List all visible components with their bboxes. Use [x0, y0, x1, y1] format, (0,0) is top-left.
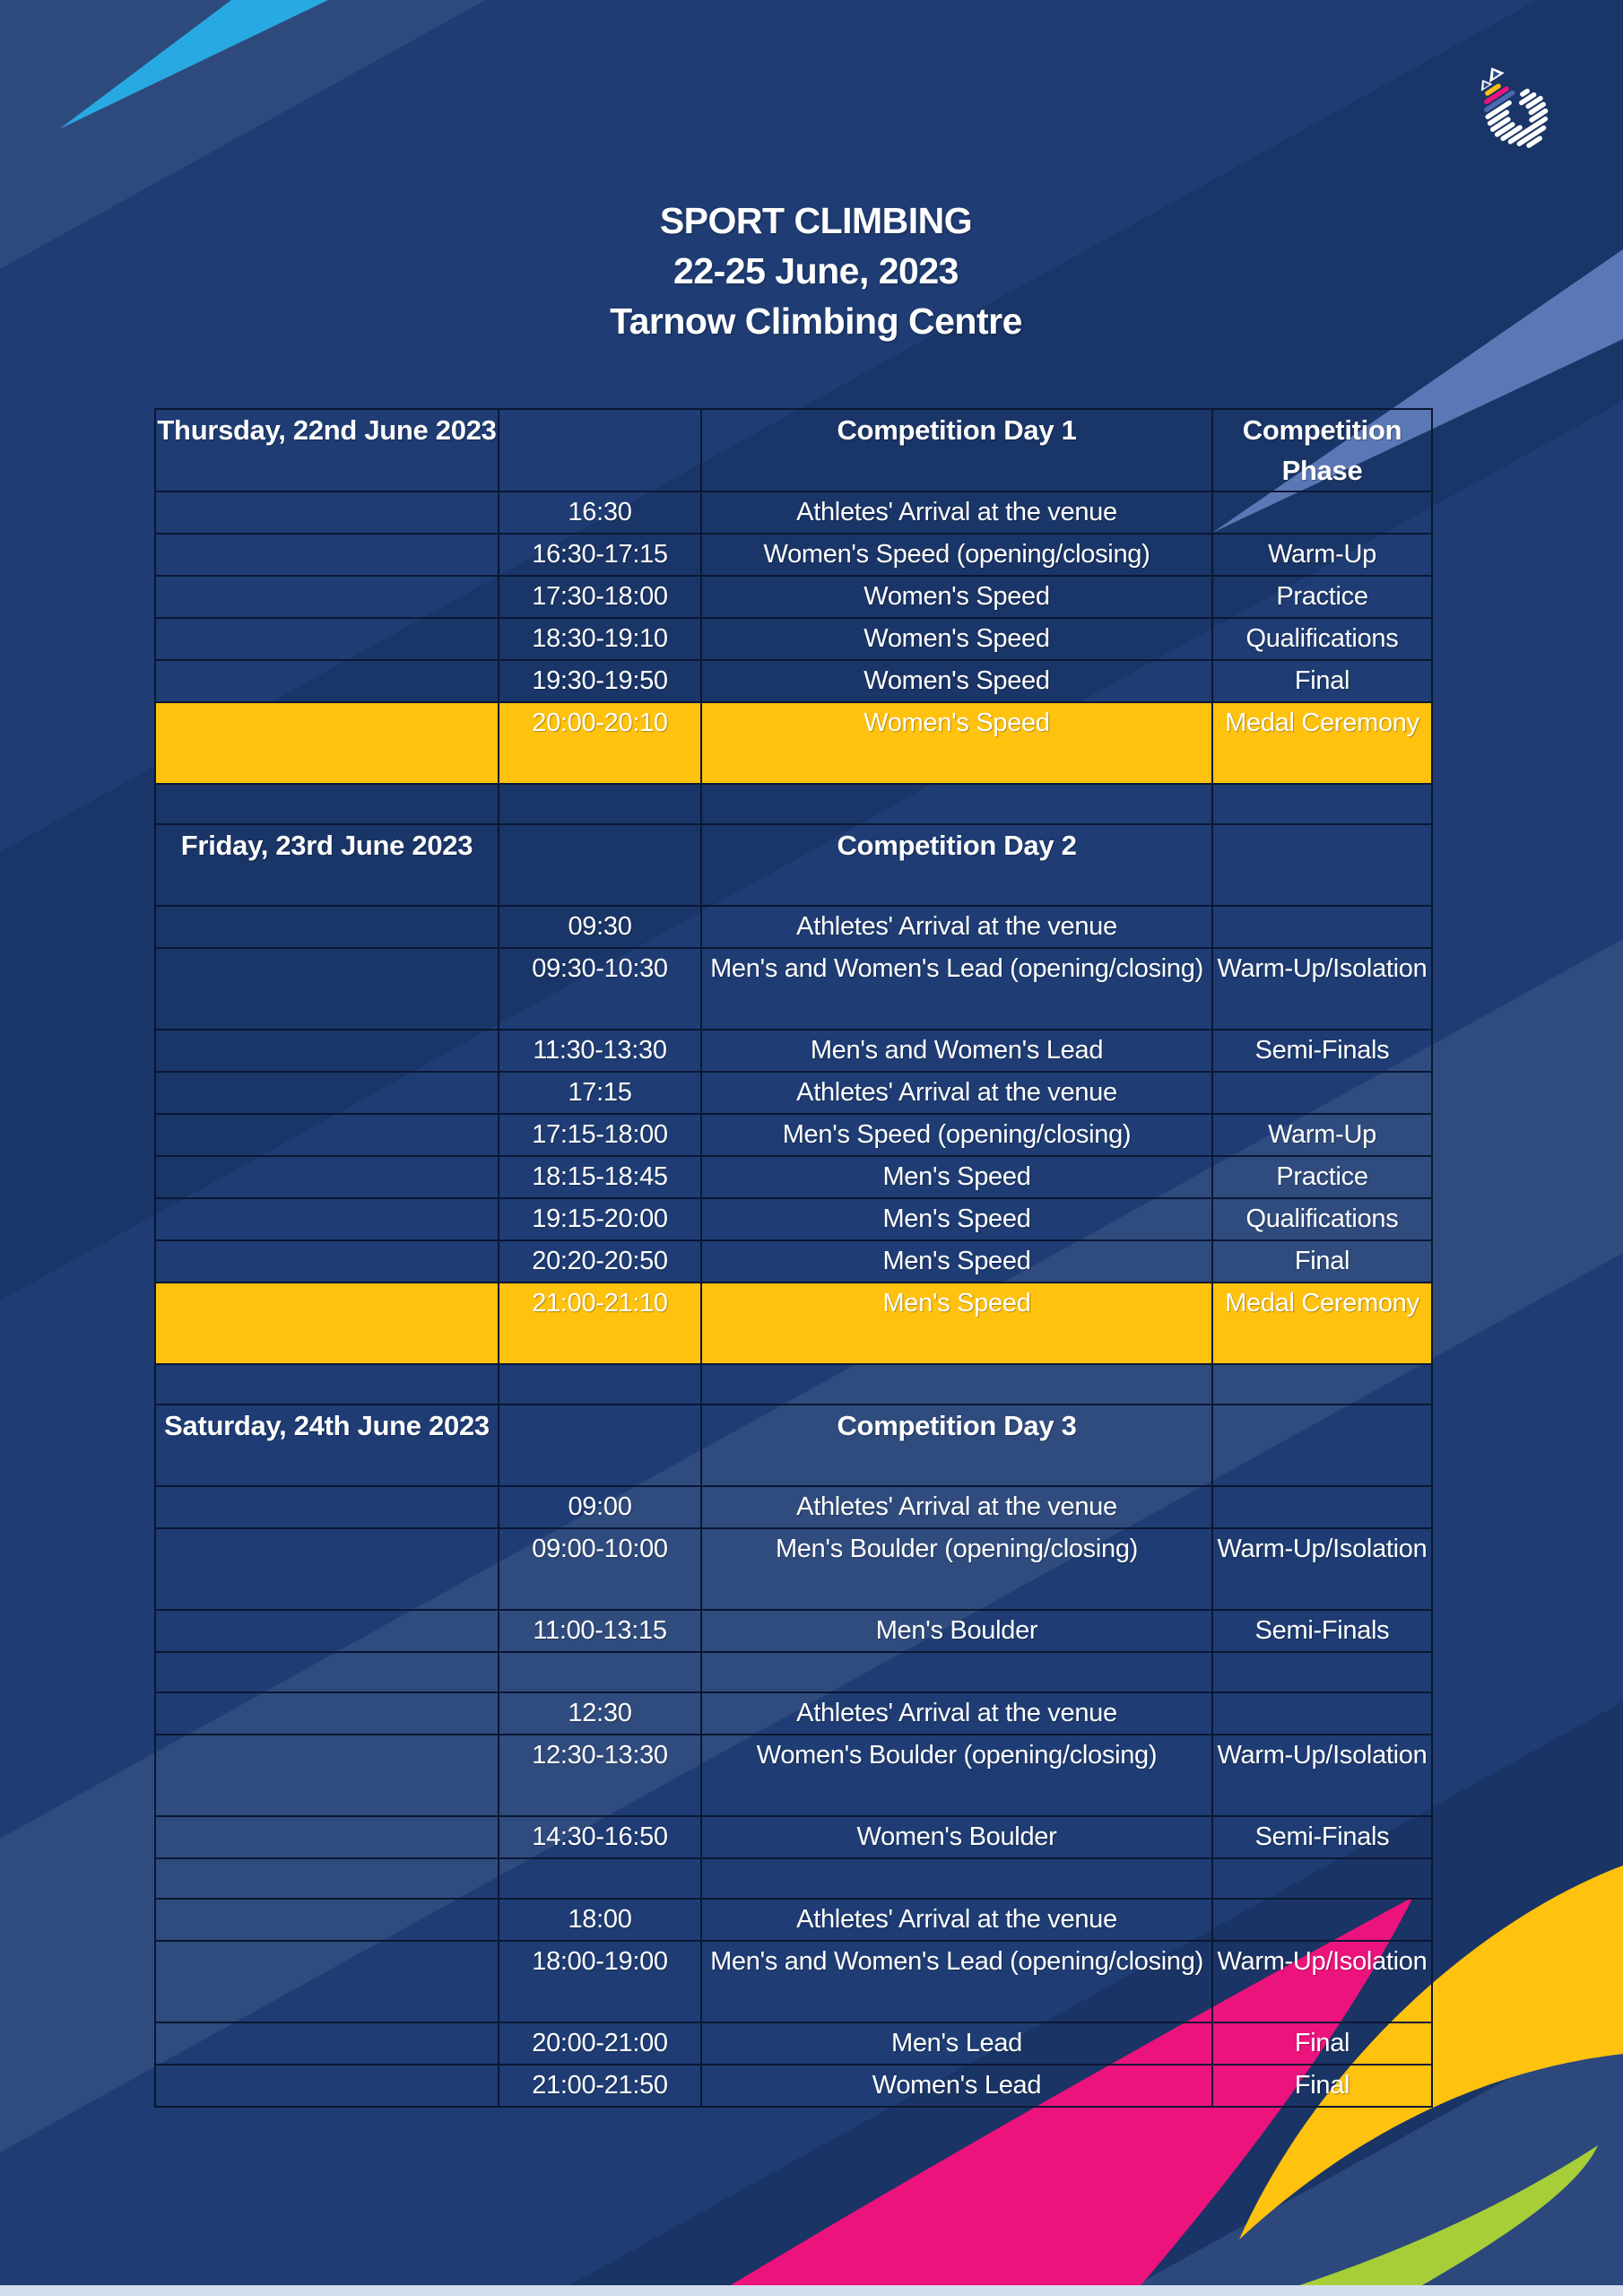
cell-event: Athletes' Arrival at the venue — [701, 906, 1212, 948]
cell-phase: Medal Ceremony — [1212, 702, 1432, 784]
logo-stripes — [1480, 56, 1562, 161]
cell-event: Men's and Women's Lead (opening/closing) — [701, 1941, 1212, 2022]
cell-time: 18:00-19:00 — [499, 1941, 701, 2022]
bottom-edge-strip — [0, 2285, 1623, 2296]
cell-date — [155, 906, 499, 948]
cell-phase-header — [1212, 824, 1432, 906]
cell-event: Athletes' Arrival at the venue — [701, 1072, 1212, 1114]
cell-phase: Semi-Finals — [1212, 1816, 1432, 1858]
title-line-dates: 22-25 June, 2023 — [673, 250, 959, 291]
cell-phase: Warm-Up/Isolation — [1212, 1528, 1432, 1610]
cell-phase: Practice — [1212, 1156, 1432, 1198]
cell-time: 12:30-13:30 — [499, 1735, 701, 1816]
schedule-row — [155, 1735, 1432, 1816]
cell-date-header: Thursday, 22nd June 2023 — [155, 409, 499, 491]
cell-event — [701, 784, 1212, 824]
cell-date — [155, 1240, 499, 1283]
cell-date — [155, 1858, 499, 1899]
cell-phase — [1212, 491, 1432, 534]
schedule-row — [155, 1610, 1432, 1652]
cell-event: Athletes' Arrival at the venue — [701, 1899, 1212, 1941]
cell-date — [155, 1941, 499, 2022]
cell-date — [155, 1486, 499, 1528]
schedule-row — [155, 1030, 1432, 1072]
cell-time: 18:30-19:10 — [499, 618, 701, 660]
cell-date — [155, 948, 499, 1030]
cell-time — [499, 1652, 701, 1692]
cell-phase — [1212, 1858, 1432, 1899]
cell-date — [155, 1072, 499, 1114]
cell-event: Women's Lead — [701, 2065, 1212, 2107]
cell-date — [155, 1364, 499, 1405]
schedule-row — [155, 1072, 1432, 1114]
cell-date — [155, 1198, 499, 1240]
cell-time: 09:00 — [499, 1486, 701, 1528]
cell-time: 20:20-20:50 — [499, 1240, 701, 1283]
cell-phase — [1212, 906, 1432, 948]
cell-date — [155, 534, 499, 576]
cell-event: Men's Speed — [701, 1156, 1212, 1198]
cell-date — [155, 618, 499, 660]
cell-event-header: Competition Day 3 — [701, 1405, 1212, 1486]
cell-time: 09:00-10:00 — [499, 1528, 701, 1610]
schedule-row — [155, 2065, 1432, 2107]
cell-phase: Final — [1212, 1240, 1432, 1283]
schedule-row — [155, 1816, 1432, 1858]
cell-date — [155, 1114, 499, 1156]
schedule-row — [155, 906, 1432, 948]
cell-date — [155, 1283, 499, 1364]
cell-event — [701, 1364, 1212, 1405]
cell-date — [155, 491, 499, 534]
cell-date-header: Friday, 23rd June 2023 — [155, 824, 499, 906]
schedule-row — [155, 1528, 1432, 1610]
cell-date — [155, 2065, 499, 2107]
cell-event: Women's Boulder (opening/closing) — [701, 1735, 1212, 1816]
cell-phase — [1212, 1899, 1432, 1941]
cell-event: Women's Speed — [701, 576, 1212, 618]
cell-event: Men's Speed — [701, 1240, 1212, 1283]
cell-time-header — [499, 409, 701, 491]
schedule-table — [154, 408, 1433, 2108]
cell-time: 17:30-18:00 — [499, 576, 701, 618]
schedule-row — [155, 618, 1432, 660]
day-header-row — [155, 824, 1432, 906]
cell-time: 16:30 — [499, 491, 701, 534]
cell-event: Men's Speed — [701, 1198, 1212, 1240]
cell-time: 14:30-16:50 — [499, 1816, 701, 1858]
cell-phase: Qualifications — [1212, 618, 1432, 660]
cell-date-header: Saturday, 24th June 2023 — [155, 1405, 499, 1486]
cell-time — [499, 1364, 701, 1405]
cell-event: Men's Boulder — [701, 1610, 1212, 1652]
cell-time: 16:30-17:15 — [499, 534, 701, 576]
cell-event: Women's Boulder — [701, 1816, 1212, 1858]
cell-date — [155, 576, 499, 618]
schedule-row — [155, 1156, 1432, 1198]
cell-phase: Medal Ceremony — [1212, 1283, 1432, 1364]
cell-phase-header — [1212, 1405, 1432, 1486]
cell-event: Men's and Women's Lead — [701, 1030, 1212, 1072]
cell-date — [155, 1528, 499, 1610]
cell-event: Men's Lead — [701, 2022, 1212, 2065]
medal-ceremony-row — [155, 702, 1432, 784]
cell-time-header — [499, 824, 701, 906]
cell-phase: Warm-Up/Isolation — [1212, 1941, 1432, 2022]
cell-phase: Warm-Up — [1212, 534, 1432, 576]
title-line-sport: SPORT CLIMBING — [659, 200, 973, 241]
cell-phase: Final — [1212, 660, 1432, 702]
schedule-row — [155, 491, 1432, 534]
cell-phase: Warm-Up/Isolation — [1212, 1735, 1432, 1816]
cell-event: Athletes' Arrival at the venue — [701, 491, 1212, 534]
schedule-row — [155, 660, 1432, 702]
schedule-row — [155, 2022, 1432, 2065]
cell-phase — [1212, 1692, 1432, 1735]
spacer-row — [155, 784, 1432, 824]
schedule-row — [155, 1486, 1432, 1528]
schedule-row — [155, 1198, 1432, 1240]
cell-event: Women's Speed — [701, 618, 1212, 660]
cell-phase: Qualifications — [1212, 1198, 1432, 1240]
cell-date — [155, 1610, 499, 1652]
cell-time: 21:00-21:10 — [499, 1283, 701, 1364]
cell-event — [701, 1858, 1212, 1899]
cell-phase — [1212, 784, 1432, 824]
cell-phase: Semi-Finals — [1212, 1610, 1432, 1652]
cell-date — [155, 1652, 499, 1692]
day-header-row — [155, 1405, 1432, 1486]
cell-event — [701, 1652, 1212, 1692]
cell-event: Women's Speed (opening/closing) — [701, 534, 1212, 576]
cell-time: 17:15-18:00 — [499, 1114, 701, 1156]
schedule-row — [155, 534, 1432, 576]
cell-event: Men's Speed (opening/closing) — [701, 1114, 1212, 1156]
cell-date — [155, 1735, 499, 1816]
cell-time: 19:30-19:50 — [499, 660, 701, 702]
cell-time: 18:00 — [499, 1899, 701, 1941]
schedule-row — [155, 1899, 1432, 1941]
cell-time: 11:00-13:15 — [499, 1610, 701, 1652]
cell-phase: Practice — [1212, 576, 1432, 618]
cell-event-header: Competition Day 1 — [701, 409, 1212, 491]
cell-date — [155, 1899, 499, 1941]
cell-time: 21:00-21:50 — [499, 2065, 701, 2107]
cell-phase-header: Competition Phase — [1212, 409, 1432, 491]
cell-time: 09:30-10:30 — [499, 948, 701, 1030]
title-line-venue: Tarnow Climbing Centre — [610, 300, 1022, 342]
cell-event: Women's Speed — [701, 702, 1212, 784]
cell-time: 18:15-18:45 — [499, 1156, 701, 1198]
cell-event-header: Competition Day 2 — [701, 824, 1212, 906]
schedule-row — [155, 1114, 1432, 1156]
cell-phase — [1212, 1486, 1432, 1528]
cell-date — [155, 1156, 499, 1198]
cell-phase: Final — [1212, 2065, 1432, 2107]
medal-ceremony-row — [155, 1283, 1432, 1364]
schedule-row — [155, 948, 1432, 1030]
cell-phase — [1212, 1652, 1432, 1692]
schedule-row — [155, 576, 1432, 618]
cell-phase — [1212, 1364, 1432, 1405]
cell-time: 20:00-21:00 — [499, 2022, 701, 2065]
cell-event: Men's Boulder (opening/closing) — [701, 1528, 1212, 1610]
cell-date — [155, 1692, 499, 1735]
schedule-row — [155, 1941, 1432, 2022]
cell-date — [155, 1030, 499, 1072]
cell-time: 12:30 — [499, 1692, 701, 1735]
cell-phase: Semi-Finals — [1212, 1030, 1432, 1072]
schedule-row — [155, 1240, 1432, 1283]
cell-phase — [1212, 1072, 1432, 1114]
cell-time — [499, 1858, 701, 1899]
cell-date — [155, 702, 499, 784]
cell-event: Men's Speed — [701, 1283, 1212, 1364]
cell-date — [155, 660, 499, 702]
cell-date — [155, 784, 499, 824]
cell-time — [499, 784, 701, 824]
cell-event: Athletes' Arrival at the venue — [701, 1692, 1212, 1735]
cell-event: Athletes' Arrival at the venue — [701, 1486, 1212, 1528]
spacer-row — [155, 1858, 1432, 1899]
cell-phase: Warm-Up/Isolation — [1212, 948, 1432, 1030]
cell-phase: Final — [1212, 2022, 1432, 2065]
poster-title — [408, 196, 1224, 346]
cell-time: 20:00-20:10 — [499, 702, 701, 784]
cell-date — [155, 2022, 499, 2065]
cell-time: 11:30-13:30 — [499, 1030, 701, 1072]
cell-time: 09:30 — [499, 906, 701, 948]
krakow2023-games-logo — [1480, 56, 1573, 161]
schedule-row — [155, 1692, 1432, 1735]
cell-phase: Warm-Up — [1212, 1114, 1432, 1156]
cell-event: Women's Speed — [701, 660, 1212, 702]
cell-time-header — [499, 1405, 701, 1486]
cell-time: 19:15-20:00 — [499, 1198, 701, 1240]
cell-event: Men's and Women's Lead (opening/closing) — [701, 948, 1212, 1030]
spacer-row — [155, 1364, 1432, 1405]
spacer-row — [155, 1652, 1432, 1692]
schedule-table-body — [155, 409, 1432, 2107]
cell-date — [155, 1816, 499, 1858]
cell-time: 17:15 — [499, 1072, 701, 1114]
day-header-row — [155, 409, 1432, 491]
